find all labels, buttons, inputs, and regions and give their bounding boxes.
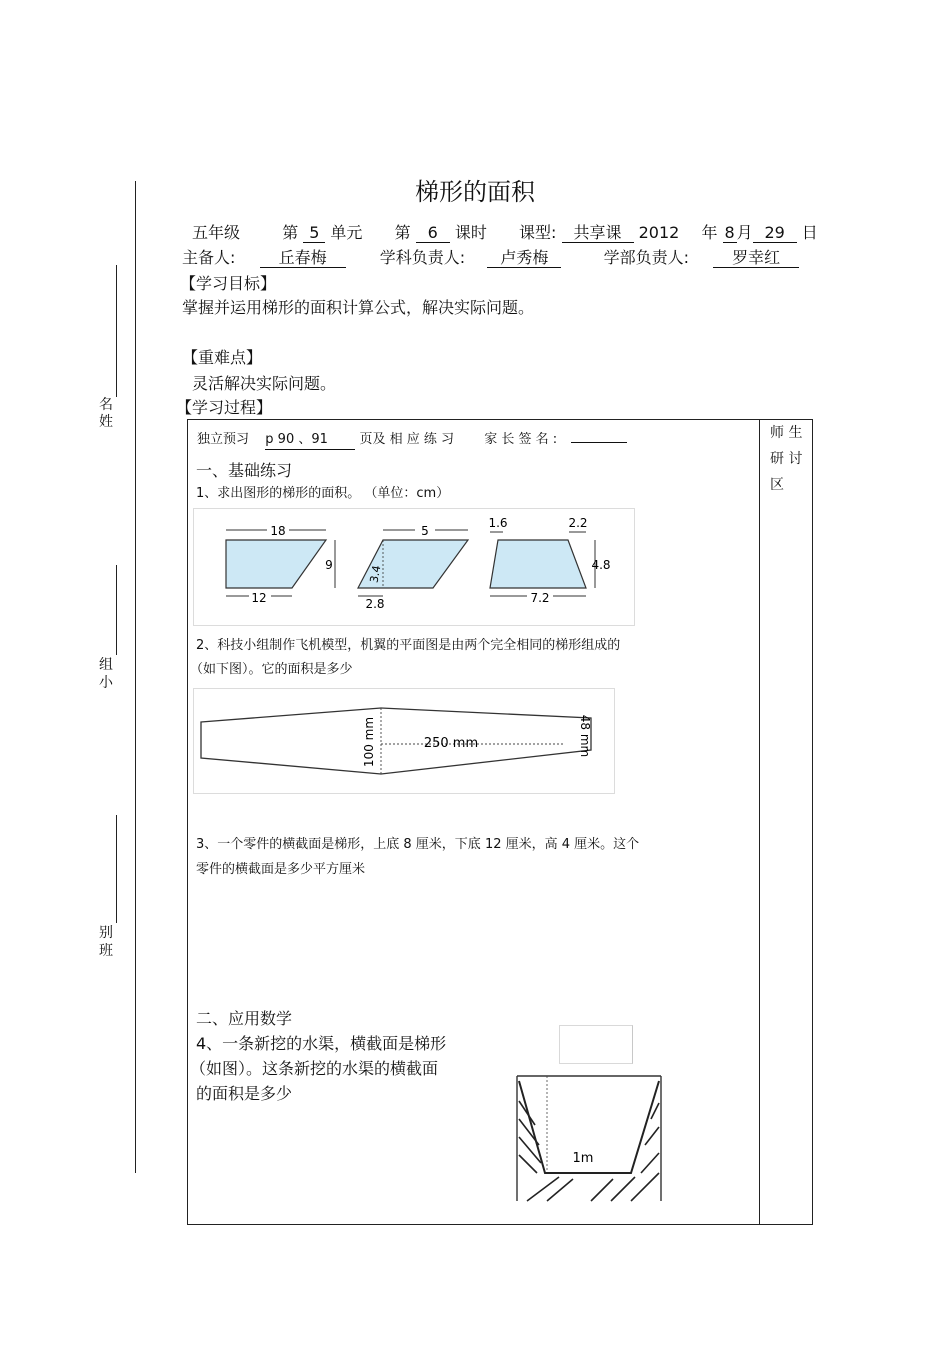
unit-number: 5 — [303, 224, 325, 243]
key-heading: 【重难点】 — [182, 348, 263, 367]
wing-shape — [201, 708, 591, 774]
question-1: 1、求出图形的梯形的面积。 （单位：cm） — [196, 486, 450, 501]
part1-title: 一、基础练习 — [196, 461, 293, 480]
canal-label: 1m — [572, 1151, 594, 1166]
label-a-right: 9 — [325, 558, 333, 572]
side-label-group-1: 组 — [99, 657, 113, 673]
preview-pages: p 90 、91 — [265, 431, 355, 450]
side-label-class-1: 别 — [99, 925, 113, 941]
process-heading: 【学习过程】 — [176, 398, 273, 417]
label-c-right: 4.8 — [591, 558, 611, 572]
side-line-1 — [116, 265, 117, 397]
lesson-number: 6 — [416, 224, 450, 243]
wing-label-left: 100 mm — [362, 716, 376, 768]
dept-lead: 罗幸红 — [713, 249, 799, 268]
lesson-type: 共享课 — [562, 224, 634, 243]
question-2-line-2: （如下图）。它的面积是多少 — [190, 662, 353, 677]
question-4-line-1: 4、一条新挖的水渠，横截面是梯形 — [196, 1034, 447, 1053]
signature-field[interactable] — [571, 442, 627, 443]
question-2-line-1: 2、科技小组制作飞机模型，机翼的平面图是由两个完全相同的梯形组成的 — [196, 638, 621, 653]
goal-heading: 【学习目标】 — [180, 274, 277, 293]
label-b-bottom: 2.8 — [365, 597, 385, 611]
subject-lead: 卢秀梅 — [487, 249, 561, 268]
header-line-2: 主备人: 丘春梅 学科负责人: 卢秀梅 学部负责人: 罗幸红 — [182, 245, 799, 268]
goal-text: 掌握并运用梯形的面积计算公式，解决实际问题。 — [182, 298, 535, 317]
trapezoid-c — [490, 540, 586, 588]
day: 29 — [753, 224, 797, 243]
label-b-height: 3.4 — [367, 564, 384, 584]
wing-label-mid: 250 mm — [423, 736, 479, 751]
label-b-top: 5 — [421, 524, 429, 538]
part2-title: 二、应用数学 — [196, 1009, 293, 1028]
grade: 五年级 — [192, 223, 241, 242]
question-4-line-2: （如图）。这条新挖的水渠的横截面 — [190, 1059, 439, 1078]
label-c-top-right: 2.2 — [568, 516, 588, 530]
side-line-2 — [116, 565, 117, 655]
table-column-divider — [759, 419, 760, 1225]
question-3-line-1: 3、一个零件的横截面是梯形，上底 8 厘米，下底 12 厘米，高 4 厘米。这个 — [196, 837, 640, 852]
preview-line: 独立预习 p 90 、91 页及 相 应 练 习 家 长 签 名 : — [197, 428, 627, 450]
label-a-bottom: 12 — [251, 591, 267, 605]
side-label-name-1: 名 — [99, 397, 113, 413]
key-text: 灵活解决实际问题。 — [192, 374, 337, 393]
label-c-top-left: 1.6 — [488, 516, 508, 530]
discussion-column: 师 生 研 讨 区 — [770, 425, 803, 493]
preparer: 丘春梅 — [260, 249, 346, 268]
wing-figure — [193, 688, 615, 794]
side-line-3 — [116, 815, 117, 923]
header-line-1: 五年级 第 5 单元 第 6 课时 课型: 共享课 2012 年 8 月 29 日 — [192, 223, 818, 242]
label-c-bottom: 7.2 — [530, 591, 550, 605]
binding-line — [135, 181, 136, 1173]
canal-figure — [513, 1073, 665, 1205]
question-4-line-3: 的面积是多少 — [196, 1084, 293, 1103]
question-3-line-2: 零件的横截面是多少平方厘米 — [196, 862, 366, 877]
trapezoid-figures — [193, 508, 635, 626]
side-label-name-2: 姓 — [99, 414, 113, 430]
page-title: 梯形的面积 — [415, 178, 535, 206]
side-label-class-2: 班 — [99, 943, 113, 959]
label-a-top: 18 — [270, 524, 286, 538]
empty-box — [559, 1025, 633, 1064]
wing-label-right: 48 mm — [578, 714, 592, 758]
trapezoid-a — [226, 540, 326, 588]
month: 8 — [724, 223, 735, 242]
side-label-group-2: 小 — [99, 675, 113, 691]
